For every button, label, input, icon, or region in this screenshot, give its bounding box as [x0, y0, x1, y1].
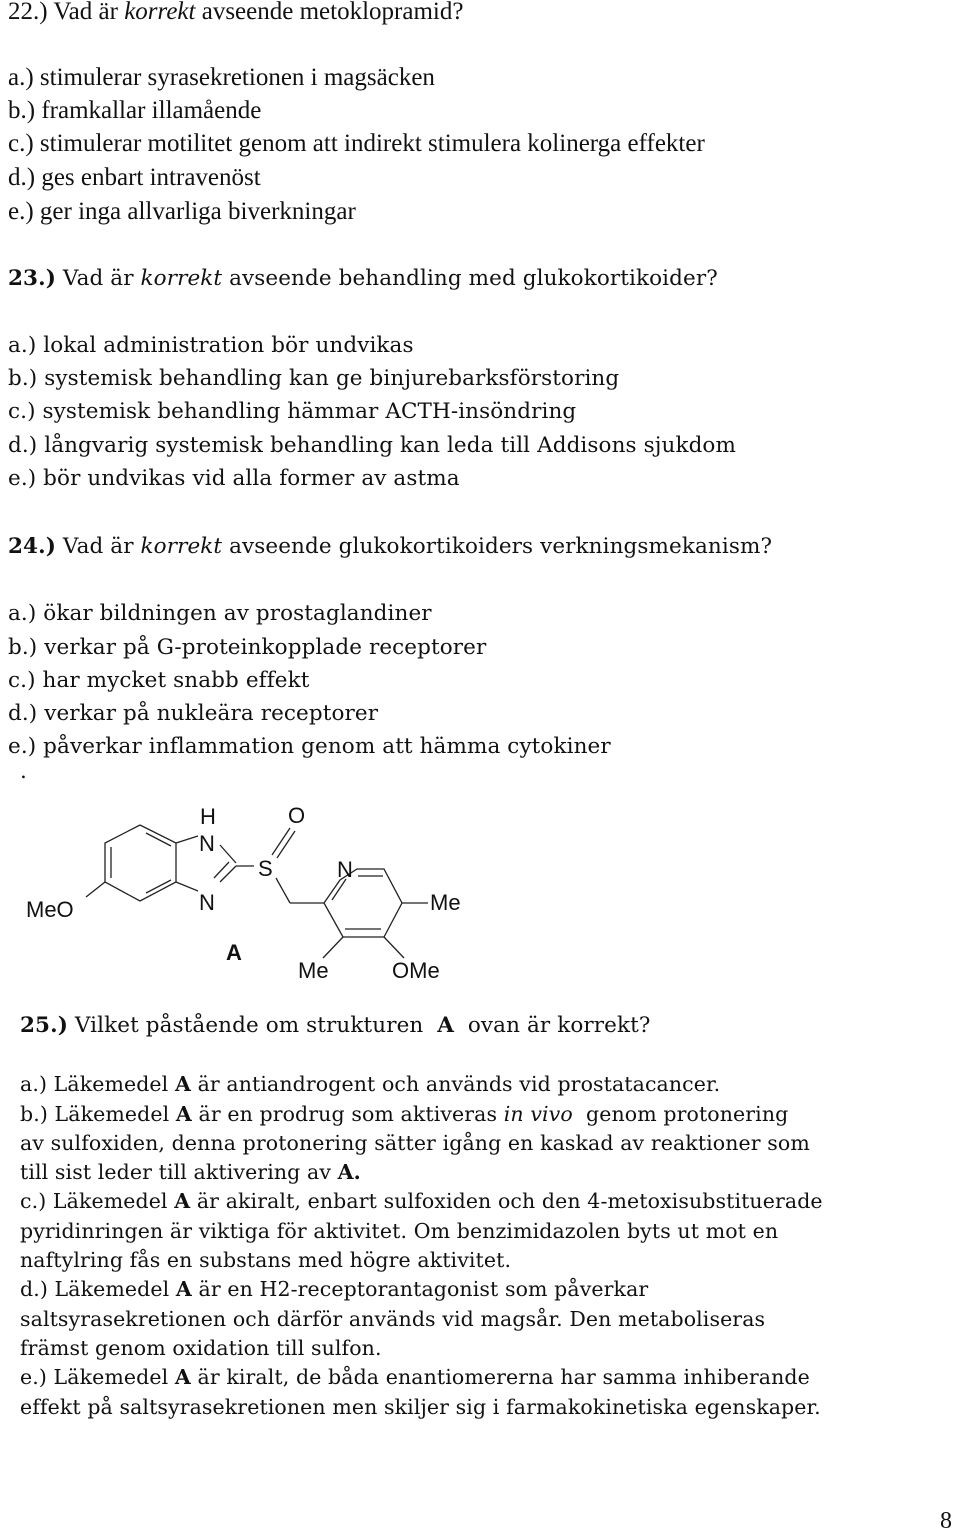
- trailing-dot: .: [20, 759, 27, 784]
- atom-n-pyridine: N: [337, 857, 353, 882]
- option-a: a.) stimulerar syrasekretionen i magsäcken: [8, 64, 435, 91]
- option-b: b.) Läkemedel A är en prodrug som aktiveras in vivo genom protonering: [20, 1102, 789, 1126]
- option-c: c.) systemisk behandling hämmar ACTH-insöndring: [8, 399, 577, 424]
- option-d: d.) långvarig systemisk behandling kan leda till Addisons sjukdom: [8, 433, 736, 458]
- bond: [220, 845, 236, 863]
- option-d-line-3: främst genom oxidation till sulfon.: [20, 1336, 382, 1360]
- option-e: e.) ger inga allvarliga biverkningar: [8, 198, 356, 225]
- option-d-line-2: saltsyrasekretionen och därför används vid magsår. Den metaboliseras: [20, 1307, 766, 1331]
- bond: [176, 836, 198, 843]
- option-c: c.) Läkemedel A är akiralt, enbart sulfoxiden och den 4-metoxisubstituerade: [20, 1189, 823, 1213]
- option-e: e.) påverkar inflammation genom att hämma cytokiner: [8, 734, 611, 759]
- page-number: 8: [940, 1508, 952, 1534]
- option-c-line-3: naftylring fås en substans med högre aktivitet.: [20, 1248, 512, 1272]
- option-c: c.) har mycket snabb effekt: [8, 668, 310, 693]
- structure-label-a: A: [226, 940, 242, 965]
- option-b: b.) verkar på G-proteinkopplade receptorer: [8, 635, 487, 660]
- atom-n: N: [199, 831, 215, 856]
- chemical-structure-a: [0, 790, 520, 990]
- option-b-line-2: av sulfoxiden, denna protonering sätter igång en kaskad av reaktioner som: [20, 1131, 810, 1155]
- option-d: d.) verkar på nukleära receptorer: [8, 701, 379, 726]
- atom-h: H: [200, 804, 216, 829]
- option-d: d.) ges enbart intravenöst: [8, 164, 261, 191]
- question-number: 25.): [20, 1013, 68, 1038]
- question-24-heading: 24.) Vad är korrekt avseende glukokortikoiders verkningsmekanism?: [8, 534, 773, 559]
- option-a: a.) Läkemedel A är antiandrogent och används vid prostatacancer.: [20, 1072, 721, 1096]
- question-number: 22.): [8, 0, 48, 25]
- option-c: c.) stimulerar motilitet genom att indirekt stimulera kolinerga effekter: [8, 130, 705, 157]
- option-b: b.) framkallar illamående: [8, 97, 262, 124]
- option-a: a.) ökar bildningen av prostaglandiner: [8, 601, 432, 626]
- atom-s: S: [258, 856, 273, 881]
- option-b: b.) systemisk behandling kan ge binjurebarksförstoring: [8, 366, 620, 391]
- bond: [323, 937, 343, 958]
- question-23-heading: 23.) Vad är korrekt avseende behandling med glukokortikoider?: [8, 266, 718, 291]
- option-c-line-2: pyridinringen är viktiga för aktivitet. Om benzimidazolen byts ut mot en: [20, 1219, 779, 1243]
- methyl-label: Me: [430, 890, 461, 915]
- bond: [176, 882, 198, 891]
- atom-n-bottom: N: [199, 890, 215, 915]
- bond: [384, 937, 404, 958]
- option-e-line-2: effekt på saltsyrasekretionen men skiljer sig i farmakokinetiska egenskaper.: [20, 1395, 821, 1419]
- methoxy-label: MeO: [26, 897, 74, 922]
- bond: [86, 882, 105, 897]
- methoxy-label: OMe: [392, 958, 440, 983]
- question-22-heading: 22.) Vad är korrekt avseende metoklopramid?: [8, 0, 464, 25]
- benzene-ring: [105, 825, 176, 901]
- option-e: e.) bör undvikas vid alla former av astma: [8, 466, 460, 491]
- question-25-heading: 25.) Vilket påstående om strukturen A ovan är korrekt?: [20, 1013, 651, 1038]
- atom-o: O: [288, 803, 306, 828]
- option-d: d.) Läkemedel A är en H2-receptorantagonist som påverkar: [20, 1277, 649, 1301]
- option-b-line-3: till sist leder till aktivering av A.: [20, 1160, 361, 1184]
- option-a: a.) lokal administration bör undvikas: [8, 333, 414, 358]
- option-e: e.) Läkemedel A är kiralt, de båda enantiomererna har samma inhiberande: [20, 1365, 810, 1389]
- methyl-label: Me: [298, 958, 329, 983]
- bond: [276, 878, 290, 903]
- question-number: 24.): [8, 534, 56, 559]
- question-number: 23.): [8, 266, 56, 291]
- pyridine-ring: [324, 869, 402, 937]
